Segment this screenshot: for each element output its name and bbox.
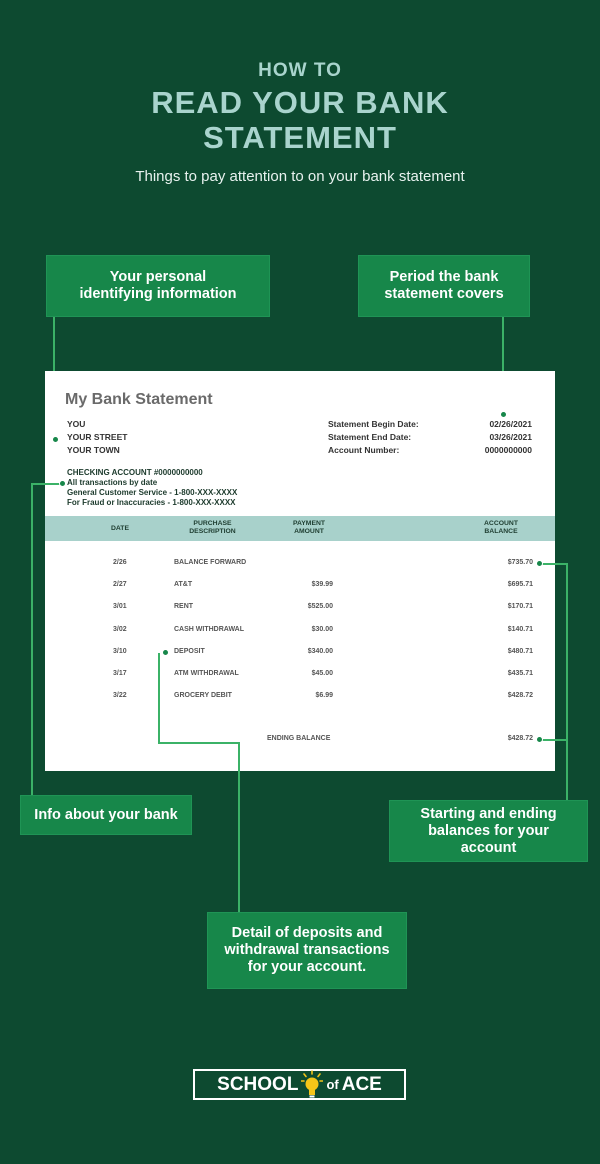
connector-line <box>158 653 160 743</box>
col-header-payment <box>277 520 341 536</box>
lightbulb-icon <box>301 1070 323 1100</box>
account-line: CHECKING ACCOUNT #0000000000 <box>67 468 203 477</box>
callout-text: for your account. <box>247 959 367 975</box>
row-balance: $735.70 <box>507 559 533 566</box>
row-date: 2/26 <box>113 559 127 566</box>
connector-line <box>31 483 61 485</box>
meta-value: 0000000000 <box>484 445 532 455</box>
callout-text: Info about your bank <box>34 806 178 823</box>
col-header-text: DESCRIPTION <box>189 528 236 535</box>
row-amount: $6.99 <box>315 692 333 699</box>
logo-text: ACE <box>341 1073 382 1095</box>
connector-line <box>540 563 567 565</box>
row-date: 3/01 <box>113 603 127 610</box>
row-balance: $435.71 <box>507 670 533 677</box>
title-line-1: READ YOUR BANK <box>151 85 449 120</box>
meta-label: Statement End Date: <box>328 432 412 442</box>
subtitle: Things to pay attention to on your bank statement <box>135 168 465 185</box>
col-header-text: PAYMENT <box>292 520 326 527</box>
row-description: BALANCE FORWARD <box>174 559 247 566</box>
callout-period <box>358 255 530 317</box>
account-line: All transactions by date <box>67 478 158 487</box>
row-balance: $695.71 <box>507 581 533 588</box>
callout-bank-info <box>20 795 192 835</box>
ending-balance-label: ENDING BALANCE <box>267 735 331 742</box>
connector-line <box>238 742 240 912</box>
connector-line <box>31 483 33 795</box>
marker-dot <box>536 736 543 743</box>
row-date: 2/27 <box>113 581 127 588</box>
meta-value: 02/26/2021 <box>489 419 532 429</box>
ending-balance-value: $428.72 <box>507 735 533 742</box>
row-amount: $45.00 <box>311 670 333 677</box>
account-line: General Customer Service - 1-800-XXX-XXXX <box>67 488 238 497</box>
marker-dot <box>162 649 169 656</box>
row-date: 3/22 <box>113 692 127 699</box>
bank-statement-card <box>45 371 555 771</box>
connector-line <box>540 739 567 741</box>
marker-dot <box>500 411 507 418</box>
row-balance: $170.71 <box>507 603 533 610</box>
row-date: 3/17 <box>113 670 127 677</box>
title-line-2: STATEMENT <box>203 120 397 155</box>
marker-dot <box>59 480 66 487</box>
table-row <box>45 626 555 638</box>
callout-text: statement covers <box>384 286 504 302</box>
account-line: For Fraud or Inaccuracies - 1-800-XXX-XXXX <box>67 498 236 507</box>
row-balance: $428.72 <box>507 692 533 699</box>
table-row <box>45 559 555 571</box>
row-balance: $140.71 <box>507 626 533 633</box>
logo-text: of <box>326 1077 339 1092</box>
callout-personal-info <box>46 255 270 317</box>
row-date: 3/02 <box>113 626 127 633</box>
table-row <box>45 581 555 593</box>
connector-line <box>566 563 568 801</box>
callout-transactions <box>207 912 407 989</box>
logo-text: SCHOOL <box>217 1073 299 1095</box>
col-header-balance <box>467 520 535 536</box>
kicker: HOW TO <box>258 60 342 81</box>
address-line: YOUR TOWN <box>67 445 120 455</box>
callout-text: balances for your account <box>428 822 549 856</box>
row-amount: $39.99 <box>311 581 333 588</box>
col-header-description <box>170 520 255 536</box>
callout-text: identifying information <box>79 286 237 302</box>
table-row <box>45 692 555 704</box>
row-balance: $480.71 <box>507 648 533 655</box>
row-date: 3/10 <box>113 648 127 655</box>
row-description: CASH WITHDRAWAL <box>174 626 244 633</box>
callout-text: Starting and ending <box>420 805 557 822</box>
row-amount: $340.00 <box>307 648 333 655</box>
connector-line <box>158 742 239 744</box>
callout-balances <box>389 800 588 862</box>
col-header-text: AMOUNT <box>294 528 324 535</box>
table-row <box>45 603 555 615</box>
address-line: YOU <box>67 419 86 429</box>
callout-text: withdrawal transactions <box>224 942 390 958</box>
meta-label: Account Number: <box>328 445 400 455</box>
col-header-text: BALANCE <box>484 528 518 535</box>
row-description: AT&T <box>174 581 193 588</box>
page-title <box>0 85 600 155</box>
callout-text: Your personal <box>109 269 207 285</box>
meta-label: Statement Begin Date: <box>328 419 419 429</box>
meta-value: 03/26/2021 <box>489 432 532 442</box>
row-description: DEPOSIT <box>174 648 205 655</box>
col-header-text: ACCOUNT <box>484 520 518 527</box>
marker-dot <box>536 560 543 567</box>
row-amount: $525.00 <box>307 603 333 610</box>
col-header-text: PURCHASE <box>193 520 232 527</box>
table-row <box>45 648 555 660</box>
row-description: RENT <box>174 603 194 610</box>
address-line: YOUR STREET <box>67 432 128 442</box>
row-amount: $30.00 <box>311 626 333 633</box>
statement-title: My Bank Statement <box>65 391 213 408</box>
school-of-ace-logo <box>193 1069 406 1100</box>
callout-text: Detail of deposits and <box>231 925 383 941</box>
row-description: ATM WITHDRAWAL <box>174 670 239 677</box>
col-header-date: DATE <box>111 525 129 532</box>
marker-dot <box>52 436 59 443</box>
row-description: GROCERY DEBIT <box>174 692 232 699</box>
table-header <box>45 516 555 541</box>
callout-text: Period the bank <box>389 269 499 285</box>
table-row <box>45 670 555 682</box>
